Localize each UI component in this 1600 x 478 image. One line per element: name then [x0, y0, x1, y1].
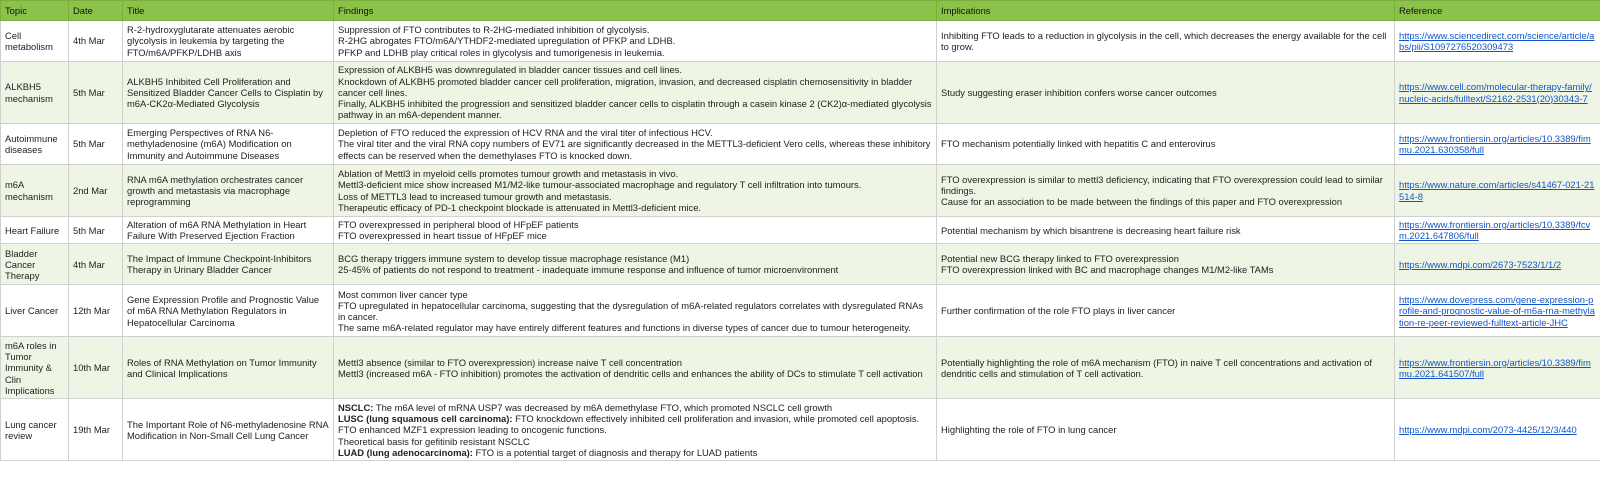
- finding-label: NSCLC:: [338, 401, 374, 413]
- implication-line: Highlighting the role of FTO in lung cancer: [941, 424, 1117, 436]
- topic-cell[interactable]: Heart Failure: [1, 217, 69, 244]
- title-cell[interactable]: Gene Expression Profile and Prognostic Value of m6A RNA Methylation Regulators in Hepatocellular Carcinoma: [123, 285, 334, 337]
- topic-cell[interactable]: ALKBH5 mechanism: [1, 62, 69, 124]
- topic-cell[interactable]: Cell metabolism: [1, 21, 69, 62]
- title-cell[interactable]: The Important Role of N6-methyladenosine RNA Modification in Non-Small Cell Lung Cancer: [123, 399, 334, 461]
- reference-link[interactable]: https://www.frontiersin.org/articles/10.3389/fimmu.2021.630358/full: [1399, 132, 1591, 155]
- implication-line: FTO overexpression linked with BC and macrophage changes M1/M2-like TAMs: [941, 264, 1274, 276]
- reference-link[interactable]: https://www.nature.com/articles/s41467-021-21514-8: [1399, 179, 1595, 202]
- reference-link[interactable]: https://www.dovepress.com/gene-expression-profile-and-prognostic-value-of-m6a-rna-methylation-re-peer-reviewed-fulltext-article-JHC: [1399, 294, 1595, 328]
- title-cell[interactable]: ALKBH5 Inhibited Cell Proliferation and Sensitized Bladder Cancer Cells to Cisplatin by m6A-CK2α-Mediated Glycolysis: [123, 62, 334, 124]
- reference-cell[interactable]: [1395, 124, 1600, 165]
- implication-line: Further confirmation of the role FTO plays in liver cancer: [941, 305, 1176, 317]
- column-header-findings[interactable]: Findings: [334, 1, 937, 21]
- finding-line: Loss of METTL3 lead to increased tumour growth and metastasis.: [338, 190, 612, 202]
- table-row[interactable]: [1, 337, 1600, 399]
- title-cell[interactable]: R-2-hydroxyglutarate attenuates aerobic glycolysis in leukemia by targeting the FTO/m6A/PFKP/LDHB axis: [123, 21, 334, 62]
- implication-line: Inhibiting FTO leads to a reduction in glycolysis in the cell, which decreases the energy available for the cell to grow.: [941, 29, 1387, 52]
- table-row[interactable]: [1, 217, 1600, 244]
- finding-line: Finally, ALKBH5 inhibited the progression and sensitized bladder cancer cells to cisplatin through a casein kinase 2 (CK2)α-mediated glycolysis pathway in an m6A-dependent manner.: [338, 98, 932, 121]
- finding-line: Mettl3-deficient mice show increased M1/M2-like tumour-associated macrophage and regulatory T cell infiltration into tumours.: [338, 179, 862, 191]
- finding-line: Therapeutic efficacy of PD-1 checkpoint blockade is attenuated in Mettl3-deficient mice.: [338, 201, 702, 213]
- implication-line: FTO overexpression is similar to mettl3 deficiency, indicating that FTO overexpression could lead to similar findings.: [941, 173, 1383, 196]
- finding-line: 25-45% of patients do not respond to treatment - inadequate immune response and influence of tumor microenvironment: [338, 264, 839, 276]
- implications-cell[interactable]: [937, 399, 1395, 461]
- topic-cell[interactable]: Autoimmune diseases: [1, 124, 69, 165]
- finding-line: Expression of ALKBH5 was downregulated in bladder cancer tissues and cell lines.: [338, 64, 682, 76]
- reference-link[interactable]: https://www.frontiersin.org/articles/10.3389/fimmu.2021.641507/full: [1399, 356, 1591, 379]
- finding-line: FTO overexpressed in heart tissue of HFpEF mice: [338, 230, 547, 242]
- finding-line: Ablation of Mettl3 in myeloid cells promotes tumour growth and metastasis in vivo.: [338, 168, 679, 180]
- reference-cell[interactable]: [1395, 399, 1600, 461]
- implications-cell[interactable]: [937, 217, 1395, 244]
- table-row[interactable]: [1, 124, 1600, 165]
- table-body: [1, 21, 1600, 461]
- finding-text: The m6A level of mRNA USP7 was decreased by m6A demethylase FTO, which promoted NSCLC cell growth: [373, 401, 833, 413]
- reference-link[interactable]: https://www.sciencedirect.com/science/article/abs/pii/S1097276520309473: [1399, 29, 1595, 52]
- finding-text: Theoretical basis for gefitinib resistant NSCLC: [338, 435, 530, 447]
- table-row[interactable]: [1, 285, 1600, 337]
- date-cell[interactable]: 5th Mar: [69, 217, 123, 244]
- date-cell[interactable]: 4th Mar: [69, 244, 123, 285]
- finding-line: Suppression of FTO contributes to R-2HG-mediated inhibition of glycolysis.: [338, 24, 650, 36]
- column-header-date[interactable]: Date: [69, 1, 123, 21]
- column-header-topic[interactable]: Topic: [1, 1, 69, 21]
- finding-text: FTO is a potential target of diagnosis and therapy for LUAD patients: [472, 446, 758, 458]
- finding-line: [338, 436, 932, 447]
- header-row: [1, 1, 1600, 21]
- findings-cell[interactable]: [334, 285, 937, 337]
- reference-cell[interactable]: [1395, 337, 1600, 399]
- finding-line: FTO upregulated in hepatocellular carcinoma, suggesting that the dysregulation of m6A-related regulators correlates with dysregulated RNAs in cancer.: [338, 299, 924, 322]
- date-cell[interactable]: 5th Mar: [69, 124, 123, 165]
- reference-link[interactable]: https://www.cell.com/molecular-therapy-family/nucleic-acids/fulltext/S2162-2531(20)30343-7: [1399, 81, 1592, 104]
- topic-cell[interactable]: Bladder Cancer Therapy: [1, 244, 69, 285]
- topic-cell[interactable]: m6A mechanism: [1, 165, 69, 217]
- findings-cell[interactable]: [334, 62, 937, 124]
- findings-cell[interactable]: [334, 244, 937, 285]
- reference-link[interactable]: https://www.mdpi.com/2073-4425/12/3/440: [1399, 424, 1577, 436]
- topic-cell[interactable]: Lung cancer review: [1, 399, 69, 461]
- column-header-reference[interactable]: Reference: [1395, 1, 1600, 21]
- table-row[interactable]: [1, 165, 1600, 217]
- finding-line: Knockdown of ALKBH5 promoted bladder cancer cell proliferation, migration, invasion, and decreased cisplatin chemosensitivity in bladder cancer cell lines.: [338, 75, 913, 98]
- finding-line: [338, 402, 932, 413]
- implication-line: Potential mechanism by which bisantrene is decreasing heart failure risk: [941, 224, 1241, 236]
- implications-cell[interactable]: [937, 244, 1395, 285]
- date-cell[interactable]: 5th Mar: [69, 62, 123, 124]
- table-row[interactable]: [1, 244, 1600, 285]
- date-cell[interactable]: 12th Mar: [69, 285, 123, 337]
- reference-cell[interactable]: [1395, 165, 1600, 217]
- title-cell[interactable]: The Impact of Immune Checkpoint-Inhibitors Therapy in Urinary Bladder Cancer: [123, 244, 334, 285]
- finding-line: [338, 447, 932, 458]
- implication-line: Potential new BCG therapy linked to FTO overexpression: [941, 253, 1179, 265]
- finding-line: [338, 413, 932, 435]
- findings-cell[interactable]: [334, 217, 937, 244]
- reference-cell[interactable]: [1395, 217, 1600, 244]
- column-header-implications[interactable]: Implications: [937, 1, 1395, 21]
- findings-cell[interactable]: [334, 21, 937, 62]
- topic-cell[interactable]: Liver Cancer: [1, 285, 69, 337]
- date-cell[interactable]: 4th Mar: [69, 21, 123, 62]
- column-header-title[interactable]: Title: [123, 1, 334, 21]
- implication-line: Cause for an association to be made between the findings of this paper and FTO overexpression: [941, 196, 1343, 208]
- implications-cell[interactable]: [937, 285, 1395, 337]
- implications-cell[interactable]: [937, 337, 1395, 399]
- date-cell[interactable]: 2nd Mar: [69, 165, 123, 217]
- reference-link[interactable]: https://www.mdpi.com/2673-7523/1/1/2: [1399, 258, 1562, 270]
- title-cell[interactable]: RNA m6A methylation orchestrates cancer growth and metastasis via macrophage reprogramming: [123, 165, 334, 217]
- implications-cell[interactable]: [937, 21, 1395, 62]
- reference-cell[interactable]: [1395, 285, 1600, 337]
- findings-cell[interactable]: [334, 399, 937, 461]
- finding-label: LUSC (lung squamous cell carcinoma):: [338, 413, 513, 425]
- topic-cell[interactable]: m6A roles in Tumor Immunity & Clin Implications: [1, 337, 69, 399]
- finding-line: The viral titer and the viral RNA copy numbers of EV71 are significantly decreased in the METTL3-deficient Vero cells, whereas these inhibitory effects can be reserved when the demethylases FTO is knocked down.: [338, 138, 931, 161]
- reference-link[interactable]: https://www.frontiersin.org/articles/10.3389/fcvm.2021.647806/full: [1399, 219, 1591, 242]
- implications-cell[interactable]: [937, 165, 1395, 217]
- implication-line: Potentially highlighting the role of m6A mechanism (FTO) in naive T cell concentrations and activation of dendritic cells and stimulation of T cell activation.: [941, 356, 1372, 379]
- finding-text: FTO knockdown effectively inhibited cell proliferation and invasion, while promoted cell apoptosis. FTO enhanced MZF1 expression leading to oncogenic functions.: [338, 413, 920, 436]
- findings-cell[interactable]: [334, 124, 937, 165]
- finding-line: Most common liver cancer type: [338, 288, 468, 300]
- finding-line: Mettl3 (increased m6A - FTO inhibition) promotes the activation of dendritic cells and enhances the ability of DCs to stimulate T cell activation: [338, 367, 923, 379]
- date-cell[interactable]: 19th Mar: [69, 399, 123, 461]
- table-row[interactable]: [1, 62, 1600, 124]
- table-row[interactable]: [1, 21, 1600, 62]
- implications-cell[interactable]: [937, 62, 1395, 124]
- finding-line: Depletion of FTO reduced the expression of HCV RNA and the viral titer of infectious HCV.: [338, 127, 713, 139]
- finding-line: FTO overexpressed in peripheral blood of HFpEF patients: [338, 219, 579, 230]
- finding-line: PFKP and LDHB play critical roles in glycolysis and tumorigenesis in leukemia.: [338, 46, 665, 58]
- title-cell[interactable]: Emerging Perspectives of RNA N6-methyladenosine (m6A) Modification on Immunity and Autoimmune Diseases: [123, 124, 334, 165]
- findings-cell[interactable]: [334, 337, 937, 399]
- reference-cell[interactable]: [1395, 62, 1600, 124]
- finding-line: R-2HG abrogates FTO/m6A/YTHDF2-mediated upregulation of PFKP and LDHB.: [338, 35, 676, 47]
- date-cell[interactable]: 10th Mar: [69, 337, 123, 399]
- implication-line: FTO mechanism potentially linked with hepatitis C and enterovirus: [941, 138, 1216, 150]
- reference-cell[interactable]: [1395, 21, 1600, 62]
- table-row[interactable]: [1, 399, 1600, 461]
- implications-cell[interactable]: [937, 124, 1395, 165]
- reference-cell[interactable]: [1395, 244, 1600, 285]
- title-cell[interactable]: Alteration of m6A RNA Methylation in Heart Failure With Preserved Ejection Fraction: [123, 217, 334, 244]
- findings-cell[interactable]: [334, 165, 937, 217]
- implication-line: Study suggesting eraser inhibition confers worse cancer outcomes: [941, 86, 1217, 98]
- finding-line: The same m6A-related regulator may have entirely different features and functions in diverse types of cancer due to tumour heterogeneity.: [338, 322, 911, 334]
- finding-label: LUAD (lung adenocarcinoma):: [338, 446, 473, 458]
- finding-line: Mettl3 absence (similar to FTO overexpression) increase naive T cell concentration: [338, 356, 682, 368]
- finding-line: BCG therapy triggers immune system to develop tissue macrophage resistance (M1): [338, 253, 690, 265]
- title-cell[interactable]: Roles of RNA Methylation on Tumor Immunity and Clinical Implications: [123, 337, 334, 399]
